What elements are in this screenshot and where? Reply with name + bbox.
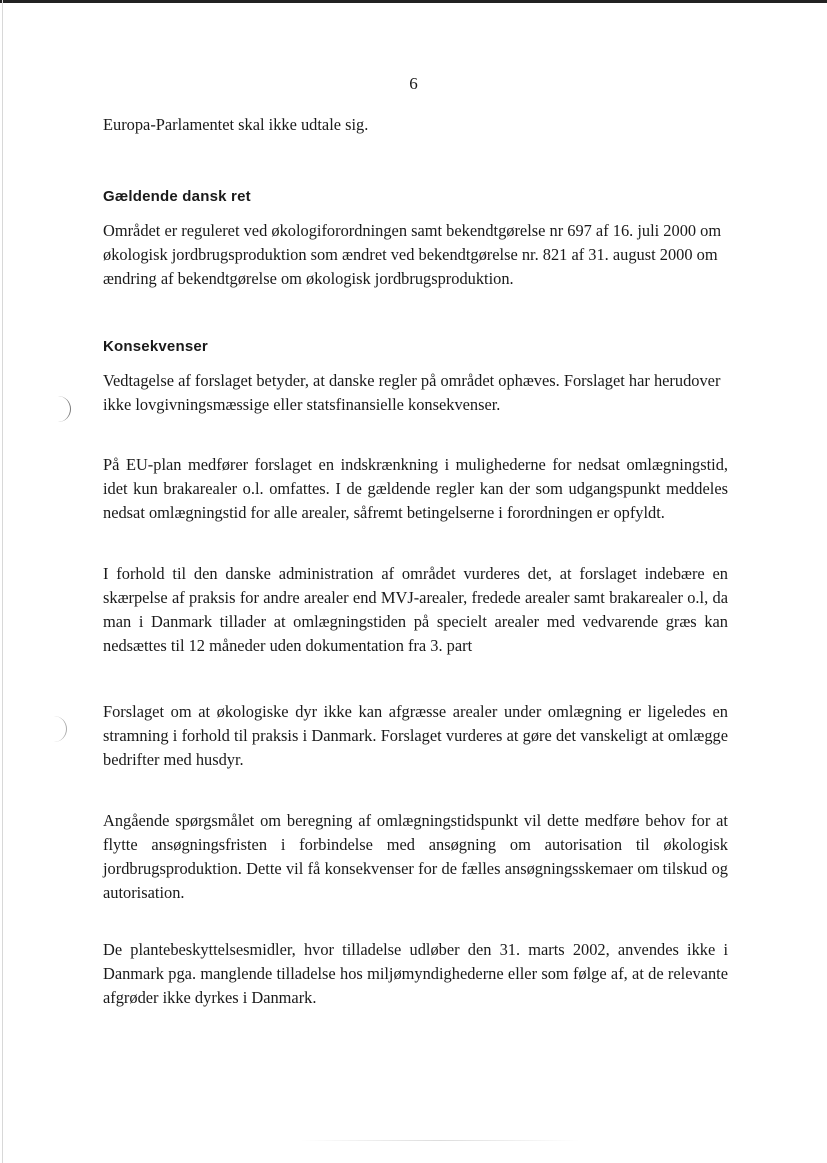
heading-consequences: Konsekvenser <box>103 338 208 355</box>
scan-left-edge <box>2 0 3 1163</box>
paragraph-consequences: Vedtagelse af forslaget betyder, at danske regler på området ophæves. Forslaget har herudover ikke lovgivningsmæssige eller statsfinansielle konsekvenser. <box>103 371 721 414</box>
page-number: 6 <box>409 74 418 93</box>
heading-current-danish-law: Gældende dansk ret <box>103 188 251 205</box>
document-body <box>103 113 728 1010</box>
intro-paragraph: Europa-Parlamentet skal ikke udtale sig. <box>103 115 369 134</box>
punch-hole-mark <box>52 396 71 422</box>
scan-top-border <box>0 0 827 3</box>
paragraph-plant-protection: De plantebeskyttelsesmidler, hvor tilladelse udløber den 31. marts 2002, anvendes ikke i Danmark pga. manglende tilladelse hos miljømyndighederne eller som følge af, at de relevante afgrøder ikke dyrkes i Danmark. <box>103 940 728 1007</box>
paragraph-danish-administration: I forhold til den danske administration af området vurderes det, at forslaget indebære en skærpelse af praksis for andre arealer end MVJ-arealer, fredede arealer samt brakarealer o.l, da man i Danmark tillader at omlægningstiden på specielt arealer med vedvarende græs kan nedsættes til 12 måneder uden dokumentation fra 3. part <box>103 564 728 655</box>
punch-hole-mark <box>48 716 67 742</box>
paragraph-conversion-calculation: Angående spørgsmålet om beregning af omlægningstidspunkt vil dette medføre behov for at flytte ansøgningsfristen i forbindelse med ansøgning om autorisation til økologisk jordbrugsproduktion. Dette vil få konsekvenser for de fælles ansøgningsskemaer om tilskud og autorisation. <box>103 811 728 902</box>
paragraph-current-law: Området er reguleret ved økologiforordningen samt bekendtgørelse nr 697 af 16. juli 2000 om økologisk jordbrugsproduktion som ændret ved bekendtgørelse nr. 821 af 31. august 2000 om ændring af bekendtgørelse om økologisk jordbrugsproduktion. <box>103 221 722 288</box>
scan-noise <box>300 1140 580 1141</box>
paragraph-animals-grazing: Forslaget om at økologiske dyr ikke kan afgræsse arealer under omlægning er ligeledes en stramning i forhold til praksis i Danmark. Forslaget vurderes at gøre det vanskeligt at omlægge bedrifter med husdyr. <box>103 702 728 769</box>
paragraph-eu-level: På EU-plan medfører forslaget en indskrænkning i mulighederne for nedsat omlægningstid, idet kun brakarealer o.l. omfattes. I de gældende regler kan der som udgangspunkt meddeles nedsat omlægningstid for alle arealer, såfremt betingelserne i forordningen er opfyldt. <box>103 455 728 522</box>
